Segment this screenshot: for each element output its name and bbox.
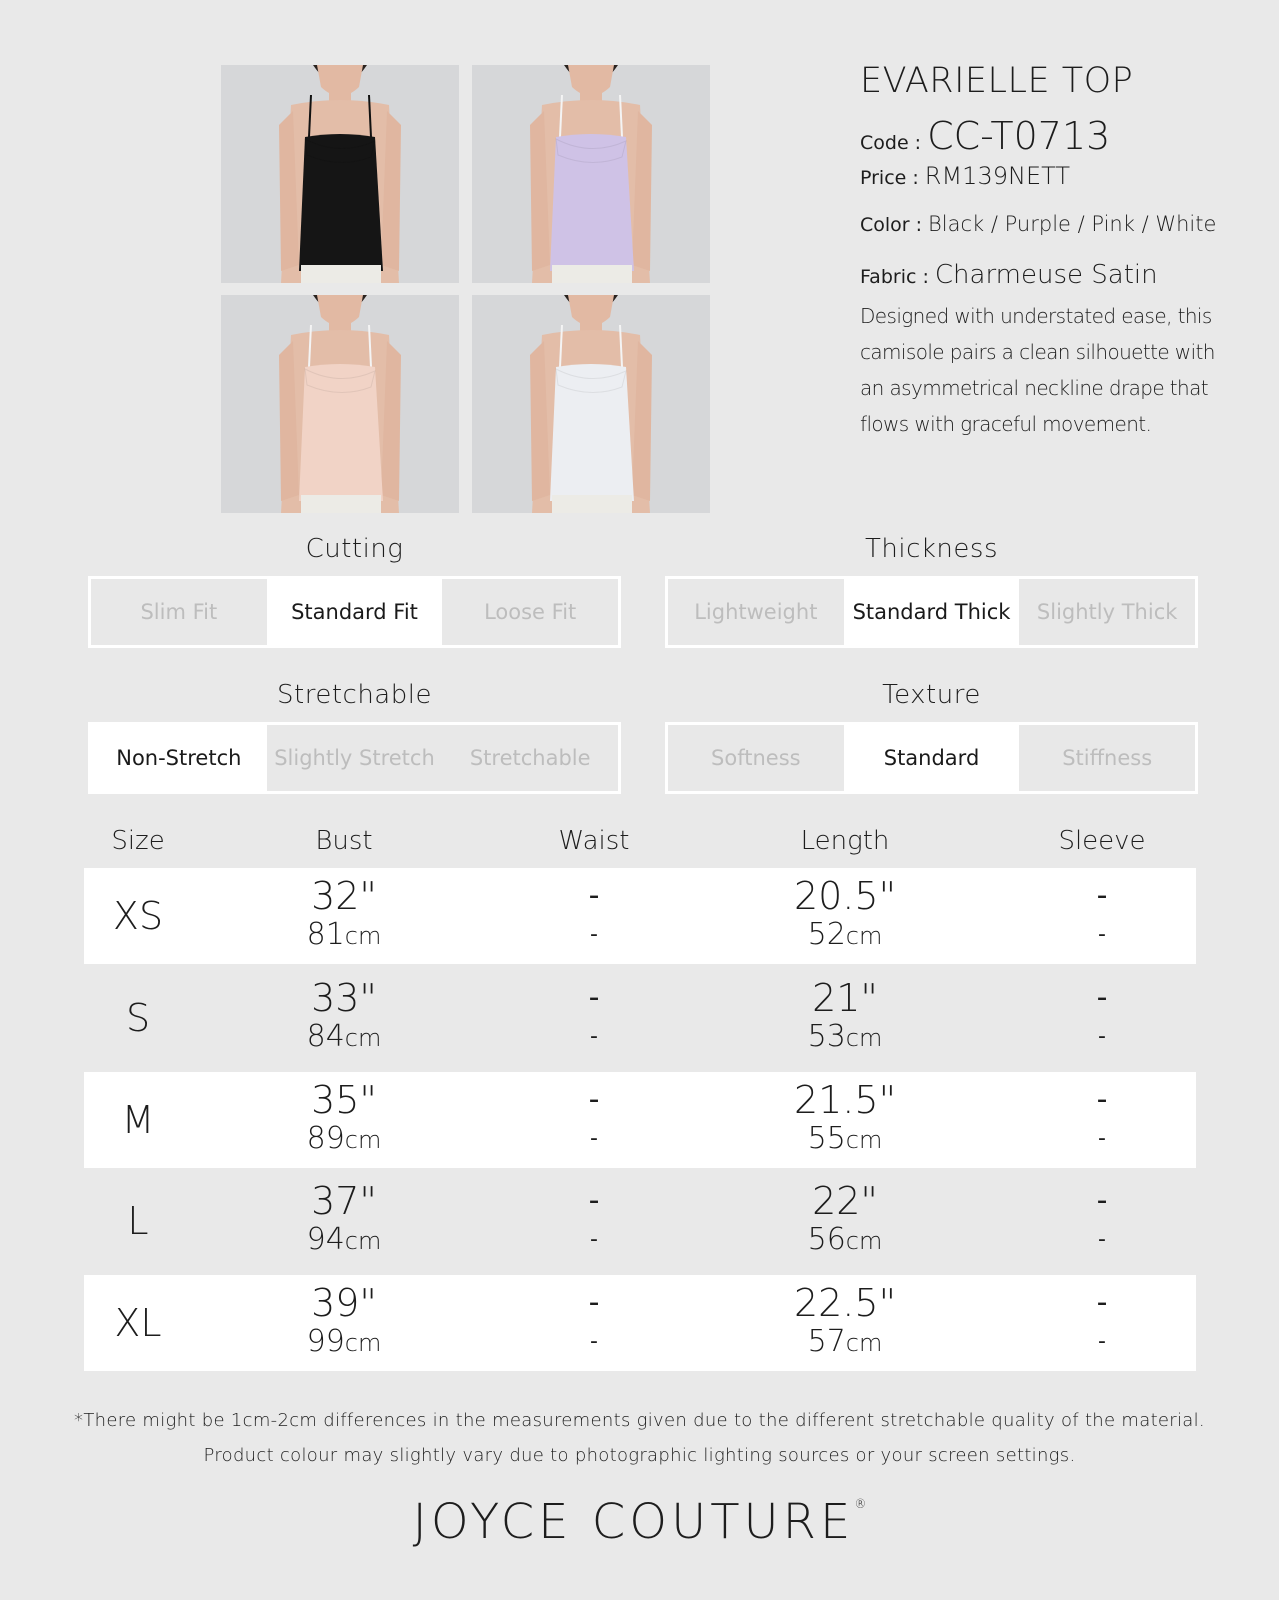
sleeve-cell [1097, 1275, 1108, 1371]
cm-unit: cm [845, 1024, 883, 1052]
product-info [860, 56, 1220, 442]
length-cell [794, 1275, 896, 1371]
measurement-note: *There might be 1cm-2cm differences in the measurements given due to the different stretchable quality of the material. [74, 1410, 1205, 1431]
cm-unit: cm [845, 922, 883, 950]
bust-inches: 33" [311, 976, 377, 1020]
price-label: Price : [860, 167, 919, 189]
product-title: EVARIELLE TOP [860, 61, 1134, 101]
thickness-title: Thickness [864, 534, 998, 564]
waist-cell [589, 1173, 600, 1269]
stretchable-option: Slightly Stretch [267, 725, 443, 791]
bust-cm-value: 94 [306, 1222, 345, 1257]
product-photo-purple [472, 65, 710, 283]
sleeve-cell [1097, 868, 1108, 964]
product-description: Designed with understated ease, this camisole pairs a clean silhouette with an asymmetrical neckline drape that flows with graceful movement. [860, 304, 1215, 436]
model-photo-icon [472, 65, 710, 283]
size-label: L [127, 1199, 149, 1243]
length-cell [794, 1072, 896, 1168]
color-label: Color : [860, 214, 923, 236]
cutting-options [88, 576, 621, 648]
product-colors: Black / Purple / Pink / White [928, 212, 1217, 236]
cm-unit: cm [344, 922, 382, 950]
waist-cm: - [590, 1329, 598, 1354]
bust-cm [307, 1120, 382, 1159]
cm-unit: cm [344, 1024, 382, 1052]
bust-inches: 37" [311, 1179, 377, 1223]
product-fabric: Charmeuse Satin [934, 260, 1158, 290]
cm-unit: cm [845, 1329, 883, 1357]
size-label: S [125, 996, 151, 1040]
sleeve-cm: - [1098, 1329, 1106, 1354]
sleeve-cell [1097, 1173, 1108, 1269]
waist-cell [589, 1072, 600, 1168]
length-cm [808, 1221, 883, 1260]
texture-options [665, 722, 1198, 794]
stretchable-title: Stretchable [277, 680, 432, 710]
product-photo-white [472, 295, 710, 513]
waist-cell [589, 1275, 600, 1371]
waist-inches: - [588, 1082, 600, 1117]
length-inches: 22" [812, 1179, 878, 1223]
brand-logo [0, 1494, 1279, 1550]
model-photo-icon [472, 295, 710, 513]
length-cell [808, 1173, 883, 1269]
table-row [84, 1275, 1196, 1371]
bust-cm [307, 1221, 382, 1260]
price-row [860, 162, 1220, 190]
product-code: CC-T0713 [927, 114, 1111, 158]
waist-cm: - [590, 1126, 598, 1151]
bust-cm [307, 1323, 382, 1362]
model-photo-icon [221, 65, 459, 283]
size-label: XS [112, 894, 164, 938]
waist-inches: - [588, 980, 600, 1015]
length-cm-value: 55 [807, 1121, 846, 1156]
bust-cell [307, 1072, 382, 1168]
bust-cm [307, 1018, 382, 1057]
length-inches: 21" [812, 976, 878, 1020]
texture-option: Standard [844, 725, 1020, 791]
stretchable-option: Non-Stretch [91, 725, 267, 791]
thickness-group [665, 532, 1198, 648]
fabric-label: Fabric : [860, 266, 929, 288]
cutting-option: Loose Fit [442, 579, 618, 645]
stretchable-option: Stretchable [442, 725, 618, 791]
header-bust: Bust [315, 826, 373, 856]
length-cm-value: 57 [807, 1324, 846, 1359]
bust-cell [307, 1275, 382, 1371]
length-cm-value: 56 [807, 1222, 846, 1257]
cutting-option: Standard Fit [267, 579, 443, 645]
sleeve-cm: - [1098, 1024, 1106, 1049]
table-row [84, 1072, 1196, 1168]
waist-cm: - [590, 1227, 598, 1252]
size-label: XL [114, 1301, 162, 1345]
table-row [84, 1173, 1196, 1269]
registered-mark: ® [854, 1497, 867, 1511]
model-photo-icon [221, 295, 459, 513]
thickness-options [665, 576, 1198, 648]
thickness-option: Standard Thick [844, 579, 1020, 645]
sleeve-inches: - [1096, 1285, 1108, 1320]
cutting-title: Cutting [305, 534, 404, 564]
sleeve-cm: - [1098, 1227, 1106, 1252]
length-inches: 22.5" [793, 1281, 897, 1325]
length-cm [794, 1323, 896, 1362]
waist-cm: - [590, 1024, 598, 1049]
color-row [860, 212, 1220, 236]
waist-inches: - [588, 1285, 600, 1320]
texture-title: Texture [882, 680, 981, 710]
bust-cm-value: 89 [306, 1121, 345, 1156]
length-inches: 21.5" [793, 1078, 897, 1122]
texture-group [665, 678, 1198, 794]
sleeve-inches: - [1096, 1082, 1108, 1117]
bust-cm-value: 99 [306, 1324, 345, 1359]
header-sleeve: Sleeve [1058, 826, 1146, 856]
waist-cell [589, 868, 600, 964]
fabric-row [860, 260, 1220, 290]
waist-inches: - [588, 1183, 600, 1218]
length-cm-value: 53 [807, 1019, 846, 1054]
cm-unit: cm [344, 1329, 382, 1357]
product-price: RM139NETT [924, 162, 1071, 190]
sleeve-cell [1097, 970, 1108, 1066]
length-cm [794, 916, 896, 955]
cm-unit: cm [344, 1227, 382, 1255]
sleeve-cm: - [1098, 922, 1106, 947]
thickness-option: Slightly Thick [1019, 579, 1195, 645]
sleeve-cm: - [1098, 1126, 1106, 1151]
bust-cm-value: 81 [306, 917, 345, 952]
length-cell [808, 970, 883, 1066]
sleeve-inches: - [1096, 1183, 1108, 1218]
cm-unit: cm [845, 1126, 883, 1154]
size-label: M [121, 1098, 155, 1142]
product-photo-black [221, 65, 459, 283]
thickness-option: Lightweight [668, 579, 844, 645]
cm-unit: cm [344, 1126, 382, 1154]
length-cm [808, 1018, 883, 1057]
bust-inches: 39" [311, 1281, 377, 1325]
size-table-header [84, 826, 1196, 866]
waist-cm: - [590, 922, 598, 947]
cutting-group [88, 532, 621, 648]
length-cm [794, 1120, 896, 1159]
bust-cell [307, 1173, 382, 1269]
colour-note: Product colour may slightly vary due to photographic lighting sources or your screen settings. [203, 1445, 1076, 1466]
sleeve-inches: - [1096, 878, 1108, 913]
length-cm-value: 52 [807, 917, 846, 952]
length-cell [794, 868, 896, 964]
bust-inches: 32" [311, 874, 377, 918]
brand-name: JOYCE COUTURE [412, 1494, 855, 1550]
stretchable-options [88, 722, 621, 794]
table-row [84, 970, 1196, 1066]
header-size: Size [111, 826, 165, 856]
cutting-option: Slim Fit [91, 579, 267, 645]
bust-cell [307, 970, 382, 1066]
length-inches: 20.5" [793, 874, 897, 918]
table-row [84, 868, 1196, 964]
texture-option: Stiffness [1019, 725, 1195, 791]
product-photo-pink [221, 295, 459, 513]
bust-cm-value: 84 [306, 1019, 345, 1054]
bust-cm [307, 916, 382, 955]
header-length: Length [800, 826, 890, 856]
texture-option: Softness [668, 725, 844, 791]
waist-cell [589, 970, 600, 1066]
bust-cell [307, 868, 382, 964]
sleeve-cell [1097, 1072, 1108, 1168]
bust-inches: 35" [311, 1078, 377, 1122]
code-label: Code : [860, 132, 922, 154]
header-waist: Waist [558, 826, 630, 856]
stretchable-group [88, 678, 621, 794]
waist-inches: - [588, 878, 600, 913]
sleeve-inches: - [1096, 980, 1108, 1015]
cm-unit: cm [845, 1227, 883, 1255]
code-row [860, 114, 1220, 158]
